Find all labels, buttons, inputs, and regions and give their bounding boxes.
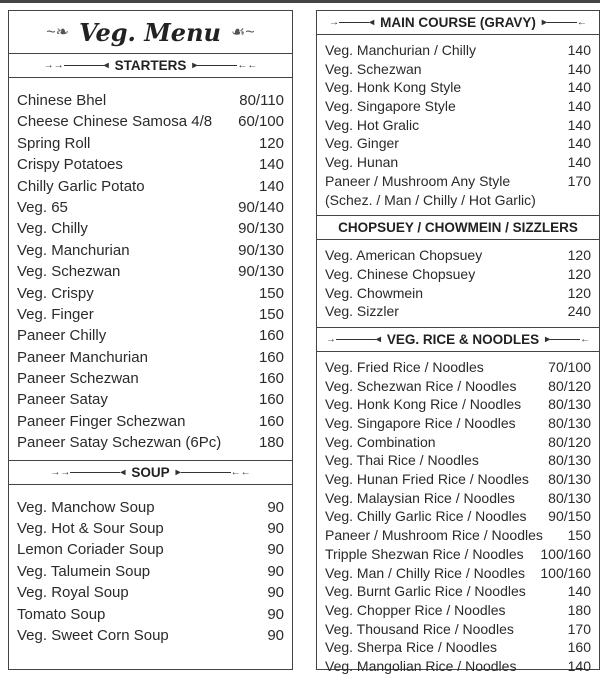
menu-item [325, 601, 591, 620]
menu-item [325, 564, 591, 583]
item-name: Veg. Manchow Soup [17, 498, 155, 516]
menu-item [325, 526, 591, 545]
section-header-chopsuey [317, 215, 599, 240]
item-name: Tomato Soup [17, 605, 106, 623]
menu-item [325, 246, 591, 265]
item-name: Veg. Finger [17, 305, 94, 323]
menu-title-banner [9, 11, 292, 54]
item-name: Veg. Thai Rice / Noodles [325, 452, 479, 469]
menu-item [325, 134, 591, 153]
item-name: Veg. Manchurian / Chilly [325, 42, 476, 58]
item-name: Chinese Bhel [17, 92, 107, 109]
item-name: Veg. Singapore Rice / Noodles [325, 415, 516, 431]
item-name: Veg. Mangolian Rice / Noodles [325, 657, 517, 674]
item-price: 70/100 [548, 358, 591, 375]
menu-item [17, 389, 284, 410]
item-price: 160 [258, 348, 284, 366]
section-header-rice-noodles [317, 327, 599, 352]
item-name: Veg. Crispy [17, 284, 94, 302]
arrow-right-ornament-icon: ▸ ← [541, 17, 587, 28]
item-price: 140 [567, 60, 591, 77]
item-name: Veg. American Chopsuey [325, 247, 483, 264]
item-name: Veg. Talumein Soup [17, 562, 151, 580]
menu-item [325, 116, 591, 135]
item-name: Veg. Hot Gralic [325, 116, 420, 133]
item-name: Veg. Malaysian Rice / Noodles [325, 489, 515, 506]
menu-item [17, 411, 284, 432]
menu-item [17, 625, 284, 646]
item-price: 120 [567, 284, 591, 301]
item-price: 90 [267, 562, 284, 580]
item-price: 160 [258, 391, 284, 409]
item-price: 120 [258, 134, 284, 152]
item-price: 120 [567, 265, 591, 282]
item-name: Veg. Sweet Corn Soup [17, 626, 169, 644]
item-name: Paneer / Mushroom Any Style [325, 172, 511, 189]
item-price: 90/130 [238, 263, 284, 281]
item-name: Veg. Honk Kong Rice / Noodles [325, 396, 522, 413]
menu-item [325, 41, 591, 60]
rice-noodles-list [317, 358, 599, 676]
menu-item [17, 347, 284, 368]
item-price: 90 [267, 520, 284, 538]
menu-item [325, 451, 591, 470]
item-price: 90 [267, 626, 284, 644]
menu-item [325, 507, 591, 526]
item-price: 180 [258, 434, 284, 452]
item-name: Paneer Satay [17, 391, 108, 409]
arrow-left-ornament-icon: →→ ◂ [43, 60, 109, 71]
item-name: Paneer Schezwan [17, 370, 139, 388]
item-price: 80/120 [548, 377, 591, 394]
section-title: CHOPSUEY / CHOWMEIN / SIZZLERS [338, 220, 578, 236]
menu-item [17, 368, 284, 389]
item-name: Veg. Sherpa Rice / Noodles [325, 639, 497, 656]
menu-item [325, 358, 591, 377]
menu-item [17, 111, 284, 132]
menu-item [17, 582, 284, 603]
item-name: Veg. Hunan Fried Rice / Noodles [325, 471, 529, 488]
menu-item [325, 302, 591, 321]
item-price: 160 [258, 327, 284, 345]
item-name: Veg. Fried Rice / Noodles [325, 358, 484, 375]
menu-item [325, 620, 591, 639]
menu-item [325, 414, 591, 433]
menu-item [17, 261, 284, 282]
arrow-right-ornament-icon: ▸ ← [545, 333, 591, 345]
item-name: Veg. Sizzler [325, 303, 399, 320]
starters-list [9, 90, 292, 454]
item-name: Veg. Hunan [325, 154, 399, 171]
item-name: Tripple Shezwan Rice / Noodles [325, 545, 524, 562]
menu-left-column [8, 10, 293, 670]
item-name: Paneer Manchurian [17, 348, 148, 366]
menu-item [325, 395, 591, 414]
item-name: Crispy Potatoes [17, 156, 123, 174]
item-price: 90 [267, 498, 284, 516]
item-price: 140 [258, 177, 284, 195]
menu-item [325, 265, 591, 284]
item-price: 150 [258, 305, 284, 323]
item-price: 140 [567, 135, 591, 152]
item-price: 90 [267, 584, 284, 602]
item-name: Paneer Chilly [17, 327, 107, 345]
menu-item [17, 133, 284, 154]
item-price: 150 [258, 284, 284, 302]
item-name: Veg. Man / Chilly Rice / Noodles [325, 564, 525, 581]
menu-item [17, 90, 284, 111]
item-price: 150 [567, 527, 591, 544]
item-name: Veg. Schezwan [17, 263, 121, 281]
item-name: Veg. Manchurian [17, 241, 130, 259]
item-name: Veg. Chowmein [325, 284, 424, 301]
menu-item [325, 582, 591, 601]
item-price: 140 [258, 156, 284, 174]
item-price: 140 [567, 42, 591, 58]
item-name: Veg. Thousand Rice / Noodles [325, 620, 514, 637]
menu-item [325, 657, 591, 676]
item-price: 180 [567, 601, 591, 618]
main-course-list [317, 41, 599, 209]
item-price: 90/130 [238, 220, 284, 238]
item-price: 160 [258, 412, 284, 430]
item-price: 160 [258, 370, 284, 388]
item-name: Paneer / Mushroom Rice / Noodles [325, 527, 543, 544]
menu-item [17, 154, 284, 175]
menu-item [17, 325, 284, 346]
menu-item [17, 518, 284, 539]
section-title: STARTERS [114, 58, 187, 73]
item-name: Veg. Chinese Chopsuey [325, 265, 476, 282]
menu-item [325, 377, 591, 396]
menu-item [17, 304, 284, 325]
item-price: 100/160 [540, 545, 591, 562]
menu-item [325, 284, 591, 303]
item-price: 140 [567, 583, 591, 600]
menu-item [17, 432, 284, 453]
item-name: Veg. Ginger [325, 135, 399, 152]
ornament-swirl-icon: ☙~ [230, 24, 255, 41]
section-title: MAIN COURSE (GRAVY) [380, 15, 536, 30]
item-price: 90 [267, 541, 284, 559]
ornament-swirl-icon: ~❧ [46, 24, 70, 41]
item-name: Chilly Garlic Potato [17, 177, 145, 195]
item-name: Veg. Burnt Garlic Rice / Noodles [325, 583, 526, 600]
menu-item [325, 97, 591, 116]
item-name: Spring Roll [17, 134, 91, 152]
section-title: SOUP [131, 464, 170, 480]
menu-right-column [316, 10, 600, 674]
top-border [0, 0, 600, 3]
item-name: Veg. Combination [325, 433, 436, 450]
item-name: Paneer Finger Schezwan [17, 412, 186, 430]
menu-item [17, 197, 284, 218]
arrow-right-ornament-icon: ▸ ←← [175, 466, 251, 478]
item-price: 90/150 [548, 508, 591, 525]
item-name: Veg. Singapore Style [325, 98, 456, 115]
item-price: 90/140 [238, 198, 284, 216]
menu-item [325, 153, 591, 172]
item-name: Veg. Chilly Garlic Rice / Noodles [325, 508, 527, 525]
menu-item [325, 470, 591, 489]
menu-item [325, 489, 591, 508]
menu-title: Veg. Menu [79, 17, 221, 47]
item-price: 60/100 [238, 113, 284, 131]
menu-item [325, 172, 591, 191]
item-price: 160 [567, 639, 591, 656]
chopsuey-list [317, 246, 599, 321]
item-price: 140 [567, 657, 591, 674]
menu-item [17, 240, 284, 261]
item-price: 80/130 [548, 396, 591, 413]
arrow-left-ornament-icon: → ◂ [325, 333, 381, 345]
item-name: Veg. Honk Kong Style [325, 79, 462, 96]
section-header-soup [9, 460, 292, 485]
section-title: VEG. RICE & NOODLES [386, 331, 540, 347]
item-price: 80/130 [548, 471, 591, 488]
item-name: Veg. Schezwan [325, 60, 422, 77]
menu-item [17, 176, 284, 197]
arrow-left-ornament-icon: → ◂ [329, 17, 375, 28]
menu-item [17, 561, 284, 582]
item-name: Veg. Chopper Rice / Noodles [325, 601, 506, 618]
section-header-starters [9, 54, 292, 78]
menu-item [17, 604, 284, 625]
item-price: 140 [567, 98, 591, 115]
menu-item [325, 545, 591, 564]
item-name: (Schez. / Man / Chilly / Hot Garlic) [325, 191, 536, 208]
item-name: Cheese Chinese Samosa 4/8 [17, 113, 213, 131]
item-name: Lemon Coriader Soup [17, 541, 164, 559]
item-name: Veg. Chilly [17, 220, 88, 238]
menu-item [325, 191, 591, 210]
arrow-right-ornament-icon: ▸ ←← [192, 60, 258, 71]
menu-item [17, 497, 284, 518]
arrow-left-ornament-icon: →→ ◂ [50, 466, 126, 478]
menu-item [325, 638, 591, 657]
menu-item [17, 218, 284, 239]
menu-item [325, 433, 591, 452]
soup-list [9, 497, 292, 647]
item-price: 120 [567, 247, 591, 264]
menu-item [17, 539, 284, 560]
item-price: 140 [567, 79, 591, 96]
menu-item [325, 60, 591, 79]
item-price: 140 [567, 154, 591, 171]
item-price: 240 [567, 303, 591, 320]
item-price: 100/160 [540, 564, 591, 581]
item-name: Veg. Hot & Sour Soup [17, 520, 164, 538]
item-price: 90 [267, 605, 284, 623]
item-price: 90/130 [238, 241, 284, 259]
menu-item [17, 283, 284, 304]
item-name: Veg. Royal Soup [17, 584, 129, 602]
item-price: 80/130 [548, 489, 591, 506]
menu-item [325, 78, 591, 97]
section-header-main-course [317, 11, 599, 35]
item-price: 140 [567, 116, 591, 133]
item-name: Veg. Schezwan Rice / Noodles [325, 377, 517, 394]
item-name: Veg. 65 [17, 198, 68, 216]
item-price: 80/120 [548, 433, 591, 450]
item-name: Paneer Satay Schezwan (6Pc) [17, 434, 222, 452]
item-price: 170 [567, 172, 591, 189]
item-price: 170 [567, 620, 591, 637]
item-price: 80/110 [239, 92, 284, 109]
item-price: 80/130 [548, 452, 591, 469]
item-price: 80/130 [548, 415, 591, 431]
